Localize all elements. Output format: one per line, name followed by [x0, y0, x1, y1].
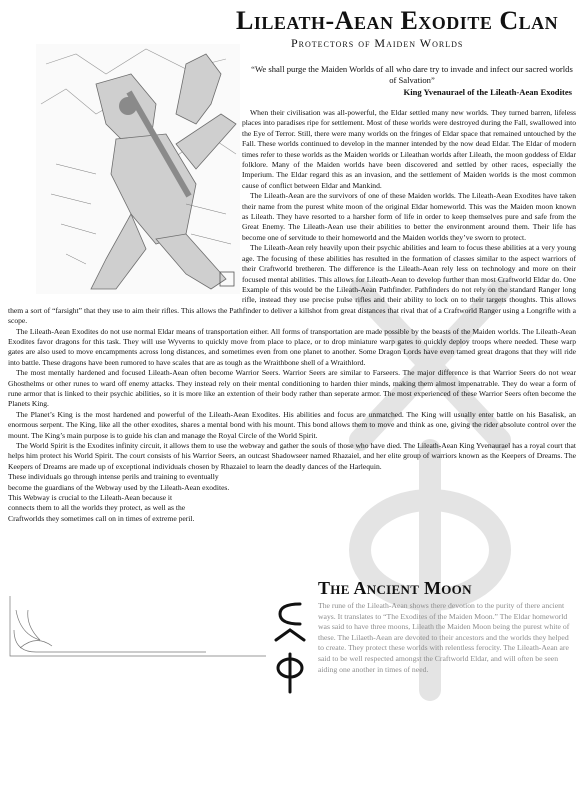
body-paragraph: When their civilisation was all-powerful, the Eldar settled many new worlds. They turned barren, lifeless places into paradises ripe for settlement. Most of these worlds were destroyed during the Fall, swallowed into the Eye of Terror. Still, there were many worlds on the fringes of Eldar space that remained untouched by the Fall. These worlds continued to develop in the manner intended by the now dead Eldar. The Eldar of modern times refer to these worlds as the Maiden worlds or Lileathan worlds after Lileath, the moon goddess of Eldar folklore. Many of the Maiden worlds have been discovered and settled by other races, especially the Imperium. The Eldar regard this as an invasion, and the settlement of Maiden worlds is the most common cause of conflict between Eldar and Mankind.: [242, 108, 576, 190]
ancient-moon-title: The Ancient Moon: [318, 578, 472, 598]
body-paragraph: The Planet’s King is the most hardened and powerful of the Lileath-Aean Exodites. His abilities and focus are unmatched. The King will usually enter battle on his Basalisk, an enormous serpent. The King, like all the other exodites, shares a mental bond with his mount. This bond allows them to move and think as one, giving the rider absolute control over the mount. The King’s main purpose is to guide his clan and manage the Royal Circle of the World Spirit.: [8, 409, 576, 440]
ancient-moon-text: The rune of the Lileath-Aean shows there devotion to the purity of there ancient ways. It translates to “The Exodites of the Maiden Moon.” The Eldar homeworld was said to have three moons, Lileath the Maiden Moon being the purest white of these. The Lilaeth-Aean are devoted to their ancestors and the worlds they helped to create. They protect these worlds with relentless ferocity. The Lileath-Aean are said to be well respected amongst the Craftworld Eldar, and will often be seen aiding one another in times of need.: [318, 601, 570, 674]
closing-line: become the guardians of the Webway used by the Lileath-Aean exodites.: [8, 482, 230, 492]
page-title: Lileath-Aean Exodite Clan: [236, 6, 559, 35]
lileath-rune-icon: [270, 598, 310, 696]
closing-line: connects them to all the worlds they protect, as well as the: [8, 503, 186, 513]
main-article: [8, 108, 576, 524]
closing-line: These individuals go through intense perils and training to eventually: [8, 472, 219, 482]
body-paragraph: The Lileath-Aean are the survivors of one of these Maiden worlds. The Lileath-Aean Exodites have taken their name from the purest white moon of the original Eldar homeworld. This was the Maiden moon known as Lileath. They have resorted to a harsher form of life in order to keep themselves pure and safe from the Great Enemy. The Lileath-Aean use their abilities to better the environment around them. Their life has become one of servitude to their homeworld and the Maiden worlds they’ve sworn to protect.: [242, 191, 576, 242]
body-paragraph: The Lileath-Aean rely heavily upon their psychic abilities and learn to focus these abilities at a very young age. The focusing of these abilities has resulted in the formation of classes similar to the aspect warriors of their Craftworld bretheren. The difference is the Lileath-Aean rely less on technology and more on their focused mental abilities. This allows for Lileath-Aean to develop further than most Craftworld Eldar do. One Example of this would be the Lileath-Aean Pathfinder. Pathfinders do not rely on the standard Ranger long rifle, instead they use precise pulse rifles and their ability to lock on to their targets thoughts. This allows them a sort of “farsight” that they use to aim their rifles. This allows the Pathfinder to deliver a killshot from great distances that rival that of a Craftworld Ranger using a Longrifle with a scope.: [8, 243, 576, 326]
page-subtitle: Protectors of Maiden Worlds: [291, 36, 464, 50]
closing-lines: [8, 472, 308, 524]
body-paragraph: The World Spirit is the Exodites infinity circuit, it allows them to use the webway and gather the souls of those who have died. The Lileath-Aean King Yvenaurael has a royal court that helps him protect his World Spirit. The court consists of his Warrior Seers, an outcast Shadowseer named Rhazaiel, and her elite group of warriors known as the Keepers of Dreams. The Keepers of Dreams are made up of exceptional individuals chosen by Rhazaiel to learn the deadly dances of the Harlequin.: [8, 441, 576, 471]
illustration-wrap-space: [8, 108, 242, 305]
quote-attribution: King Yvenaurael of the Lileath-Aean Exodites: [403, 87, 572, 97]
corner-ornament: [6, 590, 306, 660]
opening-quote: “We shall purge the Maiden Worlds of all who dare try to invade and infect our sacred worlds of Salvation”: [251, 64, 573, 85]
closing-line: This Webway is crucial to the Lileath-Aean because it: [8, 493, 173, 503]
closing-line: Craftworlds they sometimes call on in times of extreme peril.: [8, 513, 195, 523]
body-paragraph: The most mentally hardened and focused Lileath-Aean often become Warrior Seers. Warrior Seers are similar to Farseers. The major difference is that Warrior Seers do not wear Ghosthelms or other runes to ward off enemy attacks. They instead rely on their mental conditioning to harden thier minds, making them almost impenatrable. They do wear a form of rune armor that is linked to their psychic abilities, so it is more like an extention of their body rather than seperate armor. The most experienced of these Warrior Seers often become the Planets King.: [8, 368, 576, 409]
body-paragraph: The Lileath-Aean Exodites do not use normal Eldar means of transportation either. All forms of transportation are made possible by the beasts of the Maiden worlds. The Lileath-Aean Exodites favor dragons for this task. They will use Wyverns to quickly move from place to place, or to drop miniature warp gates to quickly deploy troops where needed. These warp gates are also used to move encampments across long distances, and sometimes even from one planet to another. Some Dragon Lords have even tamed great dragons that they will ride into battle. These dragons have been rumored to have scales that are as tough as the Wraithbone shell of a Wraithlord.: [8, 326, 576, 367]
